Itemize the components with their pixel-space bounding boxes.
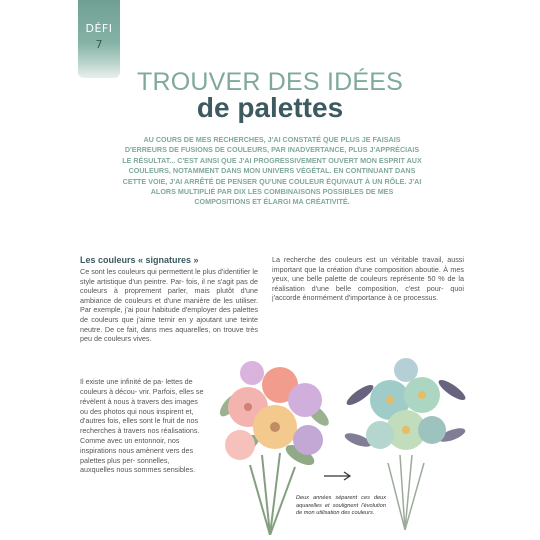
left-column [80,255,258,344]
paragraph-2: Il existe une infinité de pa- lettes de couleurs à décou- vrir. Parfois, elles se révèlent à nous à travers des images ou des photos qui nous inspirent et, d'autres fois, elles sont le fruit de nos recherches à travers nos réalisations. Comme avec un entonnoir, nos inspirations nous amènent vers des palettes plus per- sonnelles, auxquelles nous sommes sensibles. [80,377,204,475]
tab-number: 7 [95,38,103,51]
paragraph-3: La recherche des couleurs est un véritable travail, aussi important que la création d'une composition aboutie. À mes yeux, une belle palette de couleurs représente 50 % de la réalisation d'une belle composition, c'est pour- quoi j'accorde énormément d'importance à ce processus. [272,255,464,303]
paragraph-1: Ce sont les couleurs qui permettent le plus d'identifier le style artistique d'un peintre. Par- fois, il ne s'agit pas de couleurs à proprement parler, mais plutôt d'une ambiance de couleurs et d'une manière de les utiliser. Par exemple, j'ai pour habitude d'employer des palettes de couleurs que j'aime ternir en y ajoutant une teinte neutre. De ce fait, dans mes aquarelles, on trouve très peu de couleurs vives. [80,267,258,344]
section-subtitle: Les couleurs « signatures » [80,255,199,265]
page-title-line1: TROUVER DES IDÉES [137,68,403,96]
chapter-tab [78,0,120,78]
tab-label: DÉFI [85,22,113,35]
image-caption: Deux années séparent ces deux aquarelles et soulignent l'évolution de mon utilisation des couleurs. [296,495,386,517]
page-title-line2: de palettes [196,92,344,123]
intro-paragraph: AU COURS DE MES RECHERCHES, J'AI CONSTATÉ QUE PLUS JE FAISAIS D'ERREURS DE FUSIONS DE COULEURS, PAR INADVERTANCE, PLUS J'APPRÉCIAIS LE RÉSULTAT... C'EST AINSI QUE J'AI PROGRESSIVEMENT OUVERT MON ESPRIT AUX COULEURS, NOTAMMENT DANS MON UNIVERS VÉGÉTAL. EN CONTINUANT DANS CETTE VOIE, J'AI ARRÊTÉ DE PENSER QU'UNE COULEUR ÉQUIVAUT À UN RÔLE. J'AI ALORS MULTIPLIÉ PAR DIX LES COMBINAISONS POSSIBLES DE MES COMPOSITIONS ET ÉLARGI MA CRÉATIVITÉ. [122,135,422,207]
